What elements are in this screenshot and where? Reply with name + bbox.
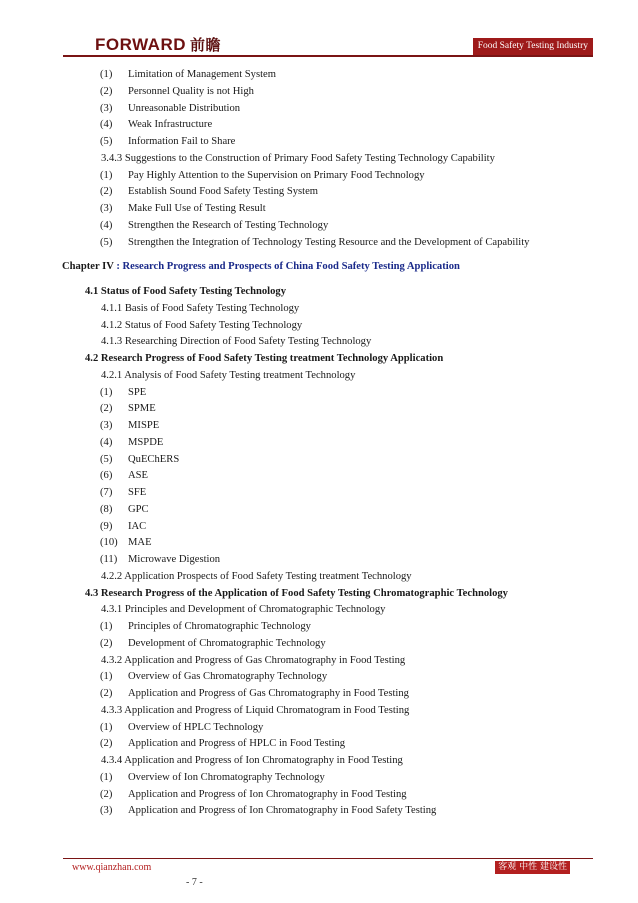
toc-item-number: (4) <box>100 219 113 231</box>
toc-subsection: 3.4.3 Suggestions to the Construction of Primary Food Safety Testing Technology Capability <box>101 152 495 164</box>
toc-item-text: GPC <box>128 503 149 515</box>
toc-item-text: SPE <box>128 386 147 398</box>
toc-item-text: Application and Progress of Ion Chromatography in Food Testing <box>128 788 407 800</box>
toc-item-number: (1) <box>100 621 113 632</box>
toc-item-number: (2) <box>100 186 113 198</box>
header-divider <box>63 55 593 57</box>
toc-item-text: MSPDE <box>128 436 164 448</box>
toc-item-text: Strengthen the Integration of Technology Testing Resource and the Development of Capability <box>128 236 530 248</box>
toc-item-number: (2) <box>100 738 113 750</box>
toc-item-number: (4) <box>100 436 113 448</box>
toc-item-text: Establish Sound Food Safety Testing System <box>128 186 319 198</box>
toc-item-text: IAC <box>128 520 147 532</box>
toc-item-text: SPME <box>128 403 156 415</box>
toc-item-number: (10) <box>100 537 118 549</box>
toc-item-number: (3) <box>100 420 113 431</box>
toc-item-text: Strengthen the Research of Testing Technology <box>128 219 329 231</box>
chapter-number: Chapter IV <box>62 261 114 273</box>
toc-item-text: Weak Infrastructure <box>128 119 213 131</box>
toc-item-text: ASE <box>128 470 149 482</box>
toc-item-text: Development of Chromatographic Technology <box>128 637 326 649</box>
toc-item-text: Application and Progress of HPLC in Food Testing <box>128 738 346 750</box>
toc-item-number: (1) <box>100 169 113 181</box>
toc-item-number: (1) <box>100 771 113 783</box>
toc-item-number: (2) <box>100 403 113 415</box>
toc-item-text: Limitation of Management System <box>128 69 276 80</box>
toc-item-text: Microwave Digestion <box>128 554 221 565</box>
page-header <box>0 0 638 60</box>
toc-item-number: (5) <box>100 236 113 248</box>
toc-item-text: Personnel Quality is not High <box>128 85 254 97</box>
toc-item-number: (2) <box>100 637 113 649</box>
toc-item-number: (1) <box>100 671 113 683</box>
toc-subsection: 4.1.1 Basis of Food Safety Testing Technology <box>101 302 300 314</box>
toc-section: 4.3 Research Progress of the Application of Food Safety Testing Chromatographic Technology <box>85 587 508 599</box>
toc-item-number: (8) <box>100 503 113 515</box>
toc-item-number: (5) <box>100 136 113 147</box>
toc-item-text: MAE <box>128 537 152 549</box>
toc-section: 4.2 Research Progress of Food Safety Testing treatment Technology Application <box>85 353 444 364</box>
toc-subsection: 4.3.1 Principles and Development of Chromatographic Technology <box>101 604 386 616</box>
toc-subsection: 4.3.3 Application and Progress of Liquid Chromatogram in Food Testing <box>101 704 410 716</box>
chapter-title: : Research Progress and Prospects of China Food Safety Testing Application <box>116 261 460 273</box>
toc-item-text: Application and Progress of Gas Chromatography in Food Testing <box>128 688 409 699</box>
toc-item-number: (9) <box>100 520 113 532</box>
toc-item-text: Principles of Chromatographic Technology <box>128 621 311 632</box>
toc-item-number: (3) <box>100 203 113 214</box>
toc-section: 4.1 Status of Food Safety Testing Technology <box>85 286 287 297</box>
toc-item-text: Overview of Gas Chromatography Technology <box>128 671 328 683</box>
toc-item-text: Pay Highly Attention to the Supervision on Primary Food Technology <box>128 169 425 181</box>
toc-item-text: Overview of Ion Chromatography Technology <box>128 771 325 783</box>
header-industry-tag: Food Safety Testing Industry <box>473 38 593 55</box>
toc-item-number: (1) <box>100 69 113 80</box>
logo-cn: 前瞻 <box>190 36 222 54</box>
toc-item-text: Application and Progress of Ion Chromatography in Food Safety Testing <box>128 805 437 817</box>
toc-item-number: (1) <box>100 721 113 733</box>
toc-subsection: 4.3.4 Application and Progress of Ion Chromatography in Food Testing <box>101 755 403 766</box>
toc-item-text: SFE <box>128 487 147 498</box>
toc-item-number: (3) <box>100 102 113 114</box>
toc-item-text: Information Fail to Share <box>128 136 236 147</box>
toc-item-text: MISPE <box>128 420 160 431</box>
toc-subsection: 4.2.2 Application Prospects of Food Safety Testing treatment Technology <box>101 570 412 582</box>
toc-subsection: 4.1.2 Status of Food Safety Testing Technology <box>101 319 303 331</box>
toc-item-number: (3) <box>100 805 113 817</box>
toc-subsection: 4.1.3 Researching Direction of Food Safety Testing Technology <box>101 336 372 348</box>
toc-item-number: (2) <box>100 788 113 800</box>
toc-item-number: (11) <box>100 554 118 565</box>
toc-item-number: (2) <box>100 85 113 97</box>
toc-item-number: (4) <box>100 119 113 131</box>
forward-logo <box>95 34 221 55</box>
toc-item-text: Make Full Use of Testing Result <box>128 203 266 214</box>
toc-subsection: 4.3.2 Application and Progress of Gas Chromatography in Food Testing <box>101 654 406 666</box>
toc-chapter-heading <box>62 260 460 273</box>
toc-subsection: 4.2.1 Analysis of Food Safety Testing treatment Technology <box>101 369 356 381</box>
toc-item-number: (2) <box>100 688 113 699</box>
toc-item-number: (7) <box>100 487 113 498</box>
toc-item-text: QuEChERS <box>128 453 180 465</box>
footer-slogan-badge: 客观 中性 建设性 <box>495 861 570 874</box>
toc-item-number: (5) <box>100 453 113 465</box>
footer-website-link[interactable]: www.qianzhan.com <box>72 862 152 873</box>
toc-item-number: (1) <box>100 386 113 398</box>
toc-item-text: Overview of HPLC Technology <box>128 721 264 733</box>
page-number: - 7 - <box>186 877 203 888</box>
footer-divider <box>63 858 593 859</box>
toc-item-text: Unreasonable Distribution <box>128 102 241 114</box>
toc-item-number: (6) <box>100 470 113 482</box>
logo-text: FORWARD <box>95 35 187 54</box>
